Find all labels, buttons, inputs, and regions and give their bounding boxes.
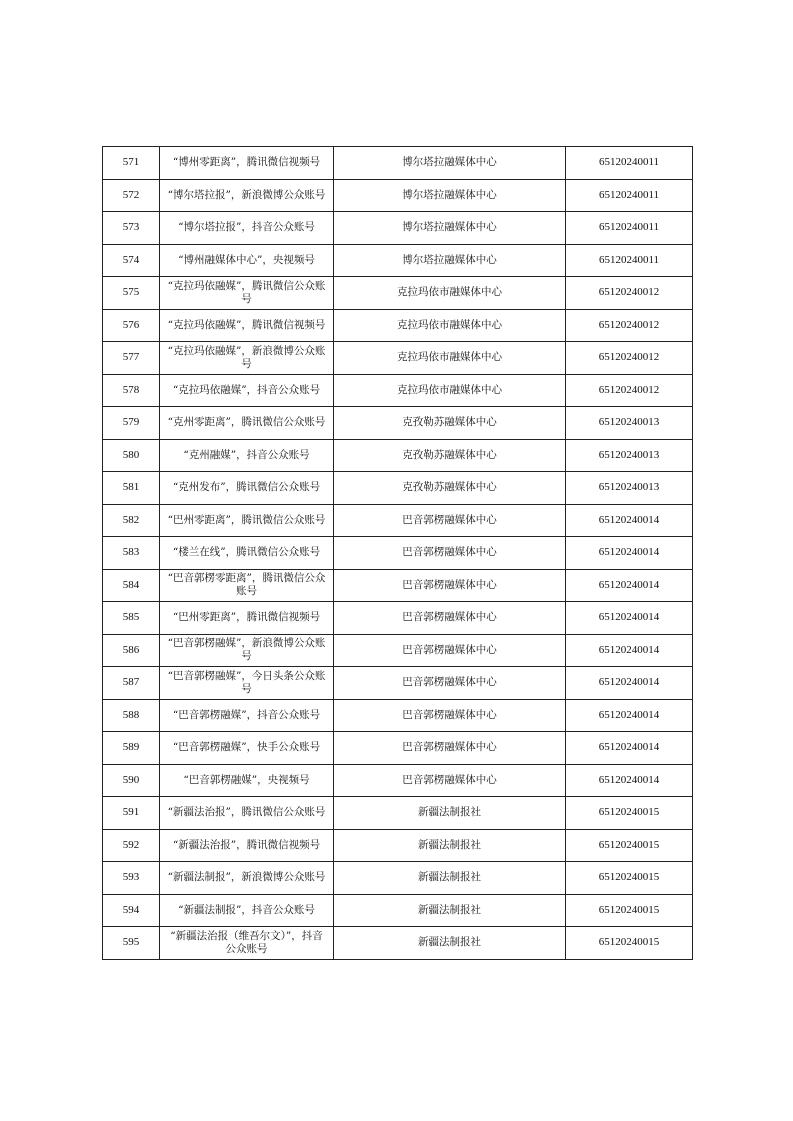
serial-number-cell: 590	[103, 764, 160, 797]
table-row	[103, 634, 693, 667]
license-code-cell: 65120240011	[566, 244, 693, 277]
account-name-cell: “克拉玛依融媒”，新浪微博公众账号	[160, 342, 334, 375]
serial-number-cell: 586	[103, 634, 160, 667]
organization-cell: 克拉玛依市融媒体中心	[334, 342, 566, 375]
table-row	[103, 894, 693, 927]
serial-number-cell: 587	[103, 667, 160, 700]
license-code-cell: 65120240015	[566, 797, 693, 830]
account-name-cell: “新疆法治报”，腾讯微信视频号	[160, 829, 334, 862]
organization-cell: 新疆法制报社	[334, 797, 566, 830]
license-code-cell: 65120240011	[566, 179, 693, 212]
account-name-cell: “巴音郭楞融媒”，快手公众账号	[160, 732, 334, 765]
account-name-cell: “楼兰在线”，腾讯微信公众账号	[160, 537, 334, 570]
account-name-cell: “克州融媒”，抖音公众账号	[160, 439, 334, 472]
organization-cell: 克孜勒苏融媒体中心	[334, 439, 566, 472]
organization-cell: 博尔塔拉融媒体中心	[334, 179, 566, 212]
account-name-cell: “巴音郭楞零距离”，腾讯微信公众账号	[160, 569, 334, 602]
table-row	[103, 179, 693, 212]
account-name-cell: “克拉玛依融媒”，腾讯微信公众账号	[160, 277, 334, 310]
license-code-cell: 65120240014	[566, 764, 693, 797]
serial-number-cell: 584	[103, 569, 160, 602]
table-row	[103, 537, 693, 570]
organization-cell: 新疆法制报社	[334, 894, 566, 927]
table-row	[103, 439, 693, 472]
table-row	[103, 212, 693, 245]
account-name-cell: “博尔塔拉报”，抖音公众账号	[160, 212, 334, 245]
serial-number-cell: 583	[103, 537, 160, 570]
organization-cell: 巴音郭楞融媒体中心	[334, 634, 566, 667]
account-name-cell: “克拉玛依融媒”，腾讯微信视频号	[160, 309, 334, 342]
license-code-cell: 65120240014	[566, 634, 693, 667]
table-row	[103, 602, 693, 635]
serial-number-cell: 593	[103, 862, 160, 895]
table-row	[103, 829, 693, 862]
serial-number-cell: 594	[103, 894, 160, 927]
organization-cell: 新疆法制报社	[334, 862, 566, 895]
serial-number-cell: 575	[103, 277, 160, 310]
account-name-cell: “巴州零距离”，腾讯微信视频号	[160, 602, 334, 635]
organization-cell: 巴音郭楞融媒体中心	[334, 537, 566, 570]
license-code-cell: 65120240012	[566, 309, 693, 342]
serial-number-cell: 589	[103, 732, 160, 765]
organization-cell: 博尔塔拉融媒体中心	[334, 147, 566, 180]
license-code-cell: 65120240011	[566, 212, 693, 245]
table-row	[103, 147, 693, 180]
account-name-cell: “新疆法制报”，抖音公众账号	[160, 894, 334, 927]
organization-cell: 新疆法制报社	[334, 829, 566, 862]
license-code-cell: 65120240012	[566, 342, 693, 375]
license-code-cell: 65120240013	[566, 407, 693, 440]
serial-number-cell: 582	[103, 504, 160, 537]
license-code-cell: 65120240015	[566, 829, 693, 862]
account-name-cell: “博州融媒体中心”，央视频号	[160, 244, 334, 277]
registry-table-body	[103, 147, 693, 960]
serial-number-cell: 581	[103, 472, 160, 505]
table-row	[103, 472, 693, 505]
license-code-cell: 65120240015	[566, 894, 693, 927]
account-name-cell: “克州发布”，腾讯微信公众账号	[160, 472, 334, 505]
serial-number-cell: 579	[103, 407, 160, 440]
serial-number-cell: 591	[103, 797, 160, 830]
serial-number-cell: 571	[103, 147, 160, 180]
organization-cell: 克孜勒苏融媒体中心	[334, 407, 566, 440]
table-row	[103, 342, 693, 375]
license-code-cell: 65120240014	[566, 732, 693, 765]
serial-number-cell: 573	[103, 212, 160, 245]
license-code-cell: 65120240012	[566, 374, 693, 407]
account-name-cell: “克拉玛依融媒”，抖音公众账号	[160, 374, 334, 407]
table-row	[103, 309, 693, 342]
table-row	[103, 732, 693, 765]
organization-cell: 巴音郭楞融媒体中心	[334, 764, 566, 797]
license-code-cell: 65120240014	[566, 569, 693, 602]
table-row	[103, 764, 693, 797]
license-code-cell: 65120240012	[566, 277, 693, 310]
organization-cell: 巴音郭楞融媒体中心	[334, 699, 566, 732]
organization-cell: 克拉玛依市融媒体中心	[334, 374, 566, 407]
account-name-cell: “巴音郭楞融媒”，新浪微博公众账号	[160, 634, 334, 667]
account-name-cell: “博州零距离”，腾讯微信视频号	[160, 147, 334, 180]
organization-cell: 克拉玛依市融媒体中心	[334, 277, 566, 310]
account-name-cell: “巴州零距离”，腾讯微信公众账号	[160, 504, 334, 537]
license-code-cell: 65120240015	[566, 927, 693, 960]
table-row	[103, 797, 693, 830]
table-row	[103, 569, 693, 602]
license-code-cell: 65120240014	[566, 504, 693, 537]
license-code-cell: 65120240014	[566, 699, 693, 732]
table-row	[103, 374, 693, 407]
organization-cell: 博尔塔拉融媒体中心	[334, 212, 566, 245]
serial-number-cell: 580	[103, 439, 160, 472]
account-name-cell: “巴音郭楞融媒”，抖音公众账号	[160, 699, 334, 732]
serial-number-cell: 585	[103, 602, 160, 635]
table-row	[103, 699, 693, 732]
organization-cell: 克拉玛依市融媒体中心	[334, 309, 566, 342]
account-name-cell: “新疆法制报”，新浪微博公众账号	[160, 862, 334, 895]
table-row	[103, 407, 693, 440]
table-row	[103, 927, 693, 960]
account-name-cell: “克州零距离”，腾讯微信公众账号	[160, 407, 334, 440]
serial-number-cell: 595	[103, 927, 160, 960]
license-code-cell: 65120240013	[566, 472, 693, 505]
license-code-cell: 65120240014	[566, 602, 693, 635]
serial-number-cell: 578	[103, 374, 160, 407]
table-row	[103, 244, 693, 277]
account-name-cell: “博尔塔拉报”，新浪微博公众账号	[160, 179, 334, 212]
organization-cell: 克孜勒苏融媒体中心	[334, 472, 566, 505]
registry-table	[102, 146, 693, 960]
table-row	[103, 504, 693, 537]
account-name-cell: “新疆法治报（维吾尔文）”，抖音公众账号	[160, 927, 334, 960]
table-row	[103, 667, 693, 700]
organization-cell: 巴音郭楞融媒体中心	[334, 569, 566, 602]
serial-number-cell: 588	[103, 699, 160, 732]
serial-number-cell: 572	[103, 179, 160, 212]
serial-number-cell: 577	[103, 342, 160, 375]
license-code-cell: 65120240013	[566, 439, 693, 472]
serial-number-cell: 592	[103, 829, 160, 862]
account-name-cell: “巴音郭楞融媒”，今日头条公众账号	[160, 667, 334, 700]
account-name-cell: “新疆法治报”，腾讯微信公众账号	[160, 797, 334, 830]
organization-cell: 巴音郭楞融媒体中心	[334, 732, 566, 765]
serial-number-cell: 574	[103, 244, 160, 277]
license-code-cell: 65120240014	[566, 537, 693, 570]
license-code-cell: 65120240014	[566, 667, 693, 700]
table-row	[103, 862, 693, 895]
organization-cell: 巴音郭楞融媒体中心	[334, 504, 566, 537]
organization-cell: 巴音郭楞融媒体中心	[334, 602, 566, 635]
license-code-cell: 65120240015	[566, 862, 693, 895]
account-name-cell: “巴音郭楞融媒”，央视频号	[160, 764, 334, 797]
organization-cell: 巴音郭楞融媒体中心	[334, 667, 566, 700]
organization-cell: 博尔塔拉融媒体中心	[334, 244, 566, 277]
license-code-cell: 65120240011	[566, 147, 693, 180]
table-row	[103, 277, 693, 310]
serial-number-cell: 576	[103, 309, 160, 342]
organization-cell: 新疆法制报社	[334, 927, 566, 960]
